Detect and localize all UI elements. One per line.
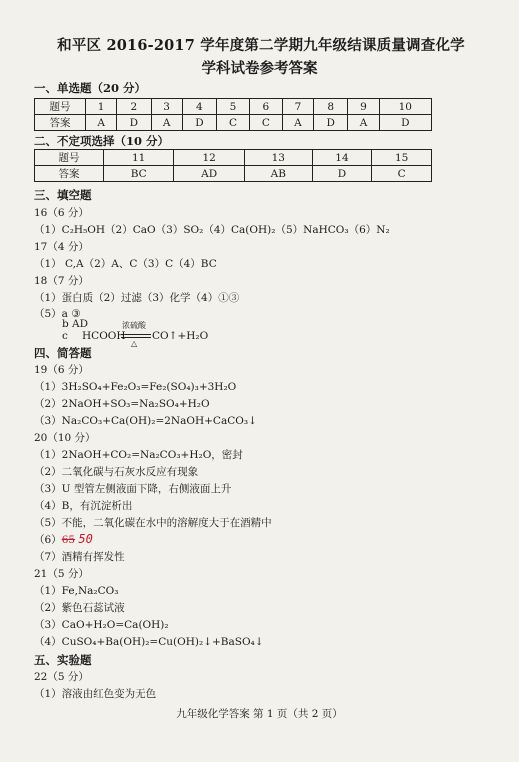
table-row-answers: [35, 166, 432, 182]
q20-answer-5: （5）不能，二氧化碳在水中的溶解度大于在酒精中: [34, 517, 272, 529]
row-label-number: 题号: [35, 99, 86, 115]
q18-answer-1: （1）蛋白质（2）过滤（3）化学（4）①③: [34, 292, 240, 304]
table-cell: 13: [244, 150, 312, 166]
table-cell: 7: [282, 99, 313, 115]
q20-answer-6: [34, 532, 93, 547]
section1-heading: 一、单选题（20 分）: [34, 81, 147, 95]
q17-heading: 17（4 分）: [34, 241, 89, 253]
table-cell: D: [117, 115, 151, 131]
q21-answer-3: （3）CaO+H₂O=Ca(OH)₂: [34, 619, 169, 631]
table-cell: A: [348, 115, 379, 131]
q20-answer-4: （4）B，有沉淀析出: [34, 500, 133, 512]
struck-out-value: 65: [61, 534, 76, 546]
table-cell: D: [314, 115, 348, 131]
table-cell: AB: [244, 166, 312, 182]
document-title-line2: 学科试卷参考答案: [201, 60, 318, 77]
handwritten-correction: 50: [78, 532, 93, 546]
table-cell: 9: [348, 99, 379, 115]
single-choice-answer-table: [34, 98, 432, 131]
section3-heading: 三、填空题: [34, 188, 92, 202]
table-cell: 5: [217, 99, 250, 115]
table-cell: 12: [174, 150, 245, 166]
page-footer: 九年级化学答案 第 1 页（共 2 页）: [176, 708, 343, 720]
q19-answer-3: （3）Na₂CO₃+Ca(OH)₂=2NaOH+CaCO₃↓: [34, 415, 257, 427]
q19-heading: 19（6 分）: [34, 364, 89, 376]
table-cell: BC: [104, 166, 174, 182]
q20-answer-3: （3）U 型管左侧液面下降，右侧液面上升: [34, 483, 232, 495]
q18-equation-double-bar: [121, 334, 151, 338]
table-cell: C: [249, 115, 282, 131]
q18-answer-5c-label: c: [62, 330, 68, 342]
row-label-answer: 答案: [35, 115, 86, 131]
q22-answer-1: （1）溶液由红色变为无色: [34, 688, 157, 700]
table-cell: C: [372, 166, 432, 182]
q18-equation-right: CO↑+H₂O: [152, 330, 209, 342]
table-cell: C: [217, 115, 250, 131]
table-cell: 14: [312, 150, 372, 166]
q17-answer: （1） C,A（2）A、C（3）C（4）BC: [34, 258, 217, 270]
q21-answer-1: （1）Fe,Na₂CO₃: [34, 585, 119, 597]
table-cell: 2: [117, 99, 151, 115]
row-label-answer: 答案: [35, 166, 104, 182]
table-cell: 10: [379, 99, 431, 115]
q19-answer-2: （2）2NaOH+SO₃=Na₂SO₄+H₂O: [34, 398, 210, 410]
table-row-answers: [35, 115, 432, 131]
q21-heading: 21（5 分）: [34, 568, 89, 580]
table-cell: A: [151, 115, 182, 131]
q21-answer-4: （4）CuSO₄+Ba(OH)₂=Cu(OH)₂↓+BaSO₄↓: [34, 636, 264, 648]
table-cell: 4: [182, 99, 216, 115]
q18-heading: 18（7 分）: [34, 275, 89, 287]
section4-heading: 四、简答题: [34, 346, 92, 360]
section2-heading: 二、不定项选择（10 分）: [34, 134, 170, 148]
table-cell: 11: [104, 150, 174, 166]
table-cell: 15: [372, 150, 432, 166]
multi-choice-answer-table: [34, 149, 432, 182]
document-title-line1: 和平区 2016-2017 学年度第二学期九年级结课质量调查化学: [57, 37, 465, 54]
q21-answer-2: （2）紫色石蕊试液: [34, 602, 125, 614]
table-cell: 8: [314, 99, 348, 115]
q18-equation-condition-bottom: △: [131, 339, 138, 348]
table-cell: D: [182, 115, 216, 131]
q16-heading: 16（6 分）: [34, 207, 89, 219]
table-cell: 1: [86, 99, 117, 115]
table-row-numbers: [35, 150, 432, 166]
q18-answer-5a: （5）a ③: [34, 308, 81, 320]
table-cell: AD: [174, 166, 245, 182]
q19-answer-1: （1）3H₂SO₄+Fe₂O₃=Fe₂(SO₄)₃+3H₂O: [34, 381, 237, 393]
q18-answer-5b: b AD: [62, 318, 89, 330]
row-label-number: 题号: [35, 150, 104, 166]
table-cell: 3: [151, 99, 182, 115]
q20-answer-7: （7）酒精有挥发性: [34, 551, 125, 563]
q18-equation-left: HCOOH: [82, 330, 126, 342]
q20-answer-2: （2）二氧化碳与石灰水反应有现象: [34, 466, 199, 478]
q22-heading: 22（5 分）: [34, 671, 89, 683]
q20-answer-1: （1）2NaOH+CO₂=Na₂CO₃+H₂O，密封: [34, 449, 243, 461]
q18-equation-condition-top: 浓硫酸: [122, 321, 146, 330]
table-cell: 6: [249, 99, 282, 115]
table-cell: A: [86, 115, 117, 131]
q16-answer: （1）C₂H₅OH（2）CaO（3）SO₂（4）Ca(OH)₂（5）NaHCO₃（6）N₂: [34, 224, 390, 236]
q20-heading: 20（10 分）: [34, 432, 96, 444]
table-row-numbers: [35, 99, 432, 115]
table-cell: D: [379, 115, 431, 131]
q20-answer-6-prefix: （6）: [34, 534, 62, 546]
table-cell: A: [282, 115, 313, 131]
section5-heading: 五、实验题: [34, 653, 92, 667]
table-cell: D: [312, 166, 372, 182]
